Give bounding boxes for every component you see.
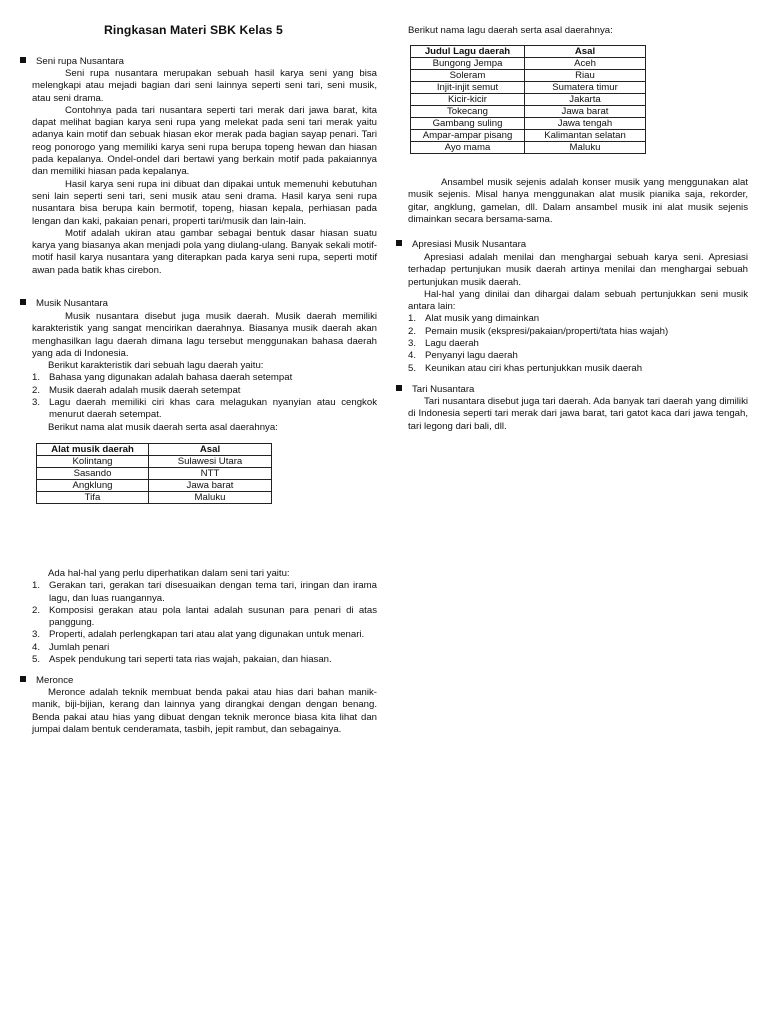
- paragraph: Seni rupa nusantara merupakan sebuah hasil karya seni yang bisa melengkapi atau mejadi bagian dari seni lainnya seperti seni tari, seni musik, atau seni drama.: [32, 68, 377, 104]
- list-item: 4. Jumlah penari: [32, 641, 110, 653]
- ansambel-body: [408, 177, 748, 226]
- table-row: [411, 70, 646, 82]
- table-cell: Kolintang: [37, 456, 149, 468]
- table-cell: Injit-injit semut: [411, 82, 525, 94]
- table-cell: Ayo mama: [411, 142, 525, 154]
- list-item: 3. Properti, adalah perlengkapan tari atau alat yang digunakan untuk menari.: [32, 629, 365, 641]
- table-row: [411, 94, 646, 106]
- table-cell: Sasando: [37, 468, 149, 480]
- musik-body: [32, 311, 377, 434]
- table-cell: Riau: [525, 70, 646, 82]
- table-cell: Bungong Jempa: [411, 58, 525, 70]
- table-cell: Sulawesi Utara: [149, 456, 272, 468]
- apresiasi-body: [408, 252, 748, 375]
- table-cell: Jawa barat: [149, 480, 272, 492]
- table-header: Alat musik daerah: [37, 444, 149, 456]
- table-header: Asal: [525, 46, 646, 58]
- paragraph: Berikut nama lagu daerah serta asal daerahnya:: [408, 25, 613, 36]
- apresiasi-list: [408, 313, 748, 374]
- table-cell: Tifa: [37, 492, 149, 504]
- seni-rupa-body: [32, 68, 377, 277]
- paragraph: Apresiasi adalah menilai dan menghargai sebuah karya seni. Apresiasi terhadap pertunjukan musik daerah artinya menilai dan menghargai sebuah pertunjukan musik daerah.: [408, 252, 748, 288]
- section-meronce: [20, 675, 393, 687]
- table-row: [411, 142, 646, 154]
- table-cell: Sumatera timur: [525, 82, 646, 94]
- list-item: 1. Alat musik yang dimainkan: [408, 313, 540, 325]
- table-cell: Ampar-ampar pisang: [411, 130, 525, 142]
- bullet-icon: [20, 676, 26, 682]
- alat-musik-table: [36, 443, 272, 504]
- list-item: 2. Musik daerah adalah musik daerah setempat: [32, 384, 241, 396]
- table-cell: Kalimantan selatan: [525, 130, 646, 142]
- karakteristik-list: [32, 372, 377, 421]
- paragraph: Hal-hal yang dinilai dan dihargai dalam sebuah pertunjukkan seni musik antara lain:: [408, 288, 748, 313]
- paragraph: Ansambel musik sejenis adalah konser musik yang menggunakan alat musik sejenis. Misal hanya menggunakan alat musik pianika saja, rekorder, gitar, angklung, gamelan, dll. Dalam ansambel musik ini alat musik sejenis dimainkan secara bersama-sama.: [408, 177, 748, 225]
- tari-body: [408, 396, 748, 433]
- table-cell: Gambang suling: [411, 118, 525, 130]
- list-item: 1. Gerakan tari, gerakan tari disesuaikan dengan tema tari, iringan dan irama lagu, dan luas ruangannya.: [32, 580, 377, 604]
- table-cell: Maluku: [525, 142, 646, 154]
- table-row: [37, 456, 272, 468]
- bullet-icon: [396, 240, 402, 246]
- bullet-icon: [20, 299, 26, 305]
- table-row: [411, 118, 646, 130]
- table-cell: Tokecang: [411, 106, 525, 118]
- paragraph: Tari nusantara disebut juga tari daerah. Ada banyak tari daerah yang dimiliki di Indonesia seperti tari merak dari jawa barat, tari gatot kaca dari jawa tengah, tari legong dari bali, dll.: [408, 396, 748, 432]
- list-item: 2. Komposisi gerakan atau pola lantai adalah susunan para penari di atas panggung.: [32, 604, 377, 629]
- table-header: Asal: [149, 444, 272, 456]
- list-item: 3. Lagu daerah memiliki ciri khas cara melagukan nyanyian atau cengkok menurut daerah setempat.: [32, 397, 377, 421]
- table-cell: Maluku: [149, 492, 272, 504]
- paragraph: Hasil karya seni rupa ini dibuat dan dipakai untuk memenuhi kebutuhan seni lain seperti seni tari, seni musik atau seni drama. Hasil karya seni rupa nusantara bisa berupa kain bermotif, topeng, hiasan kepala, perhiasan pada lengan dan kaki, pakaian penari, properti tari/musik dan lain-lain.: [32, 178, 377, 227]
- lagu-intro: [408, 25, 748, 37]
- table-cell: Angklung: [37, 480, 149, 492]
- table-cell: Aceh: [525, 58, 646, 70]
- table-row: [411, 58, 646, 70]
- bullet-icon: [20, 57, 26, 63]
- table-cell: Jawa barat: [525, 106, 646, 118]
- paragraph: Motif adalah ukiran atau gambar sebagai bentuk dasar hiasan suatu karya yang biasanya akan menjadi pola yang diulang-ulang. Banyak sekali motif-motif hasil karya nusantara yang diterapkan pada karya seni rupa, seperti motif awan pada batik khas cirebon.: [32, 227, 377, 276]
- list-item: 3. Lagu daerah: [408, 338, 479, 350]
- section-heading: Tari Nusantara: [412, 384, 475, 395]
- paragraph: Musik nusantara disebut juga musik daerah. Musik daerah memiliki karakteristik yang sangat mencirikan daerahnya. Biasanya musik daerah akan menghasilkan lagu daerah dimana lagu tersebut menggunakan bahasa daerah yang ada di Indonesia.: [32, 311, 377, 359]
- table-cell: NTT: [149, 468, 272, 480]
- table-row: [37, 492, 272, 504]
- list-item: 5. Keunikan atau ciri khas pertunjukkan musik daerah: [408, 362, 643, 374]
- section-heading: Seni rupa Nusantara: [36, 56, 124, 67]
- table-cell: Jakarta: [525, 94, 646, 106]
- table-header-row: [411, 46, 646, 58]
- list-item: 2. Pemain musik (ekspresi/pakaian/properti/tata hias wajah): [408, 325, 669, 337]
- table-row: [411, 106, 646, 118]
- table-row: [411, 130, 646, 142]
- page-title: Ringkasan Materi SBK Kelas 5: [104, 23, 283, 37]
- section-tari: [396, 384, 764, 396]
- section-musik: [20, 298, 393, 310]
- bullet-icon: [396, 385, 402, 391]
- section-heading: Meronce: [36, 675, 74, 686]
- paragraph: Berikut nama alat musik daerah serta asal daerahnya:: [48, 421, 278, 433]
- section-heading: Apresiasi Musik Nusantara: [412, 239, 527, 250]
- table-header: Judul Lagu daerah: [411, 46, 525, 58]
- table-cell: Kicir-kicir: [411, 94, 525, 106]
- list-item: 1. Bahasa yang digunakan adalah bahasa daerah setempat: [32, 372, 293, 384]
- paragraph: Ada hal-hal yang perlu diperhatikan dalam seni tari yaitu:: [48, 568, 290, 579]
- paragraph: Berikut karakteristik dari sebuah lagu daerah yaitu:: [48, 360, 264, 372]
- table-cell: Soleram: [411, 70, 525, 82]
- table-row: [411, 82, 646, 94]
- table-row: [37, 468, 272, 480]
- section-heading: Musik Nusantara: [36, 298, 108, 309]
- lagu-daerah-table: [410, 45, 646, 154]
- seni-tari-list: [32, 580, 377, 666]
- list-item: 4. Penyanyi lagu daerah: [408, 350, 518, 362]
- seni-tari-hal: [32, 568, 377, 666]
- list-item: 5. Aspek pendukung tari seperti tata rias wajah, pakaian, dan hiasan.: [32, 654, 332, 666]
- table-cell: Jawa tengah: [525, 118, 646, 130]
- paragraph: Contohnya pada tari nusantara seperti tari merak dari jawa barat, kita dapat melihat bagian karya seni rupa yang melekat pada seni tari merak yaitu adanya kain motif dan sebuak hiasan ekor merak pada bagian sayap penari. Tari reog ponorogo yang memiliki karya seni rupa berupa topeng hewan dan hiasan pada kepalanya. Ondel-ondel dari bertawi yang berkain motif pada pakaiannya dan memiliki hiasan pada kepalanya.: [32, 104, 377, 178]
- section-apresiasi: [396, 239, 764, 251]
- paragraph: Meronce adalah teknik membuat benda pakai atau hias dari bahan manik-manik, biji-bijian, kerang dan lainnya yang dirangkai dengan dengan benang. Benda pakai atau hias yang dibuat dengan teknik meronce biasa kita lihat dan jumpai dalam bentuk cenderamata, tasbih, jepit rambut, dan sebagainya.: [32, 687, 377, 735]
- table-header-row: [37, 444, 272, 456]
- meronce-body: [32, 687, 377, 736]
- section-seni-rupa: [20, 56, 393, 68]
- table-row: [37, 480, 272, 492]
